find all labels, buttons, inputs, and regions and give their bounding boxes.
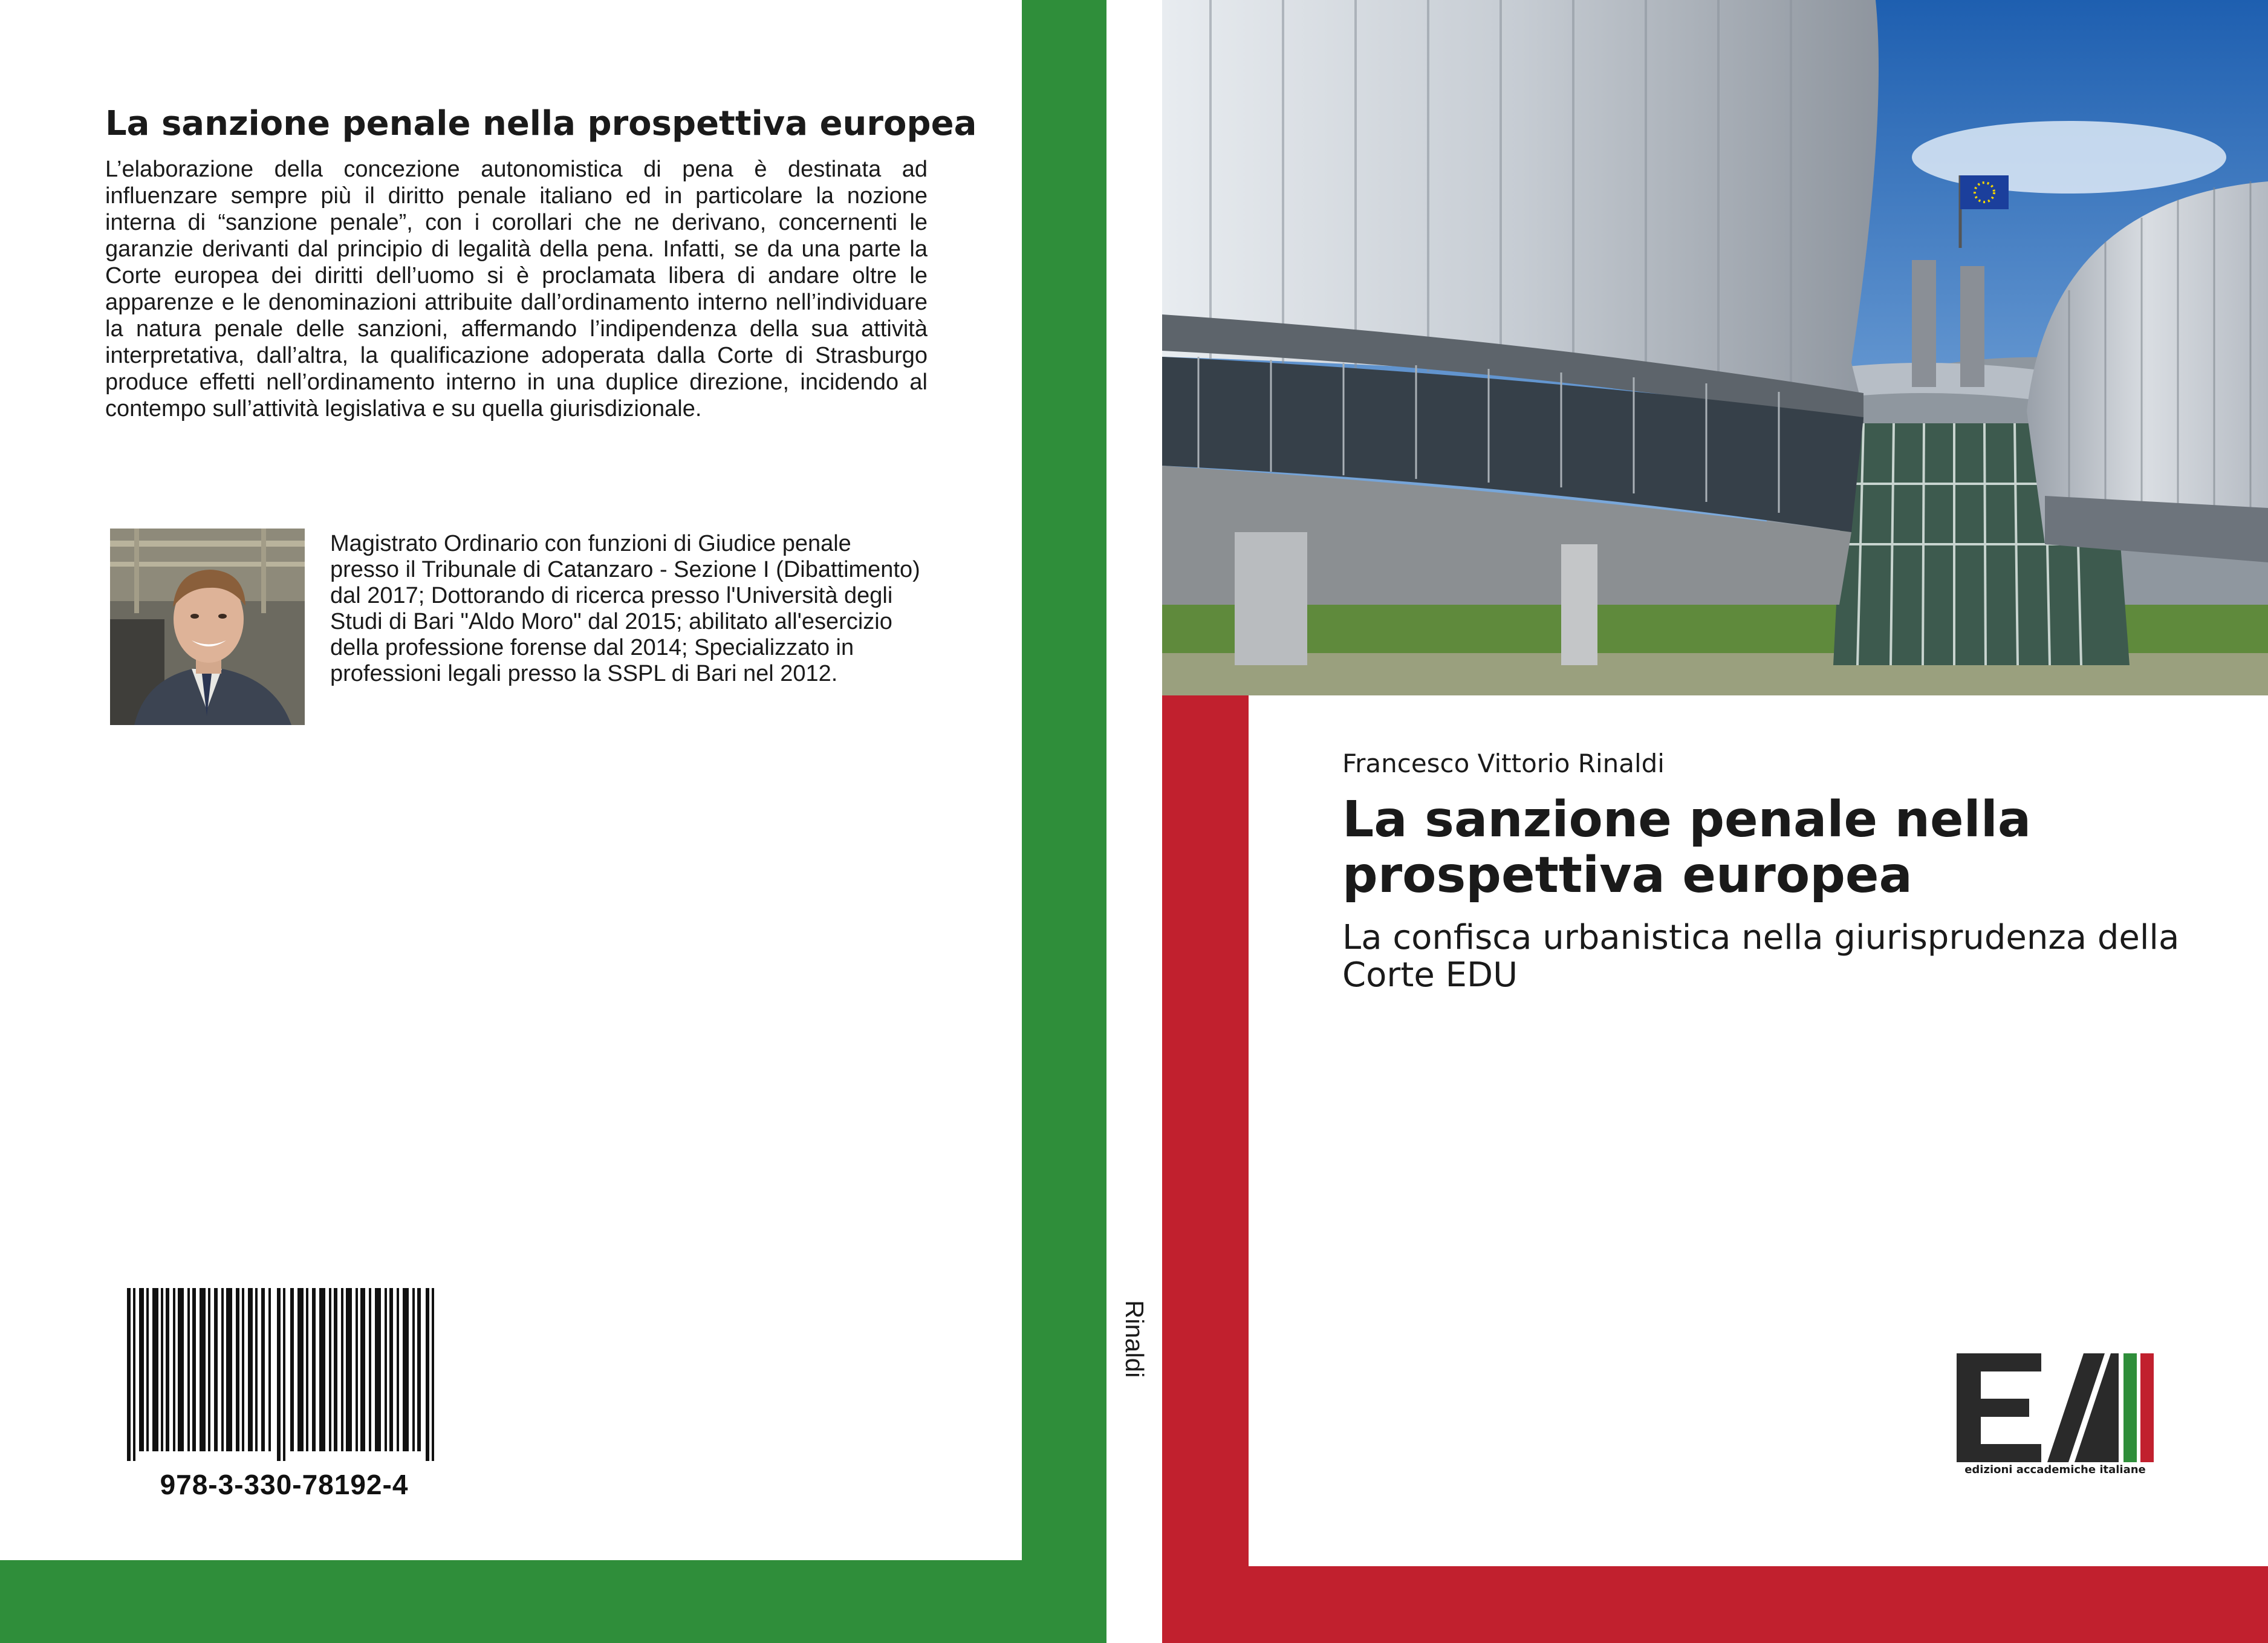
cover-photo-court-building [1162, 0, 2268, 695]
cover-author: Francesco Vittorio Rinaldi [1342, 749, 1665, 778]
publisher-logo [1957, 1353, 2154, 1462]
spine-author: Rinaldi [1120, 1300, 1149, 1378]
isbn-number: 978-3-330-78192-4 [160, 1469, 409, 1500]
publisher-name: edizioni accademiche italiane [1964, 1463, 2146, 1476]
book-blurb: L’elaborazione della concezione autonomistica di pena è destinata ad influenzare sempre più il diritto penale italiano ed in particolare la nozione interna di “sanzione penale”, con i corollari che ne derivano, concernenti le garanzie derivanti dal principio di legalità della pena. Infatti, se da una parte la Corte europea dei diritti dell’uomo si è proclamata libera di andare oltre le apparenze e le denominazioni attribuite dall’ordinamento interno nell’individuare la natura penale delle sanzioni, affermando l’indipendenza della sua attività interpretativa, dall’altra, la qualificazione adoperata dalla Corte di Strasburgo produce effetti nell’ordinamento interno in una duplice direzione, incidendo al contempo sull’attività legislativa e su quella giurisdizionale. [105, 157, 928, 421]
back-cover-title: La sanzione penale nella prospettiva europea [105, 104, 977, 143]
barcode [127, 1288, 441, 1461]
green-stripe-vertical [1022, 0, 1106, 1643]
cover-subtitle: La confisca urbanistica nella giurisprudenza della Corte EDU [1342, 918, 2180, 995]
green-stripe-horizontal [0, 1560, 1106, 1643]
author-bio: Magistrato Ordinario con funzioni di Giudice penale presso il Tribunale di Catanzaro - Sezione I (Dibattimento) dal 2017; Dottorando di ricerca presso l'Università degli Studi di Bari "Aldo Moro" dal 2015; abilitato all'esercizio della professione forense dal 2014; Specializzato in professioni legali presso la SSPL di Bari nel 2012. [330, 531, 920, 686]
author-photo [110, 529, 305, 725]
cover-title: La sanzione penale nella prospettiva europea [1342, 791, 2032, 904]
spine-subtitle-area [1106, 0, 1162, 1643]
